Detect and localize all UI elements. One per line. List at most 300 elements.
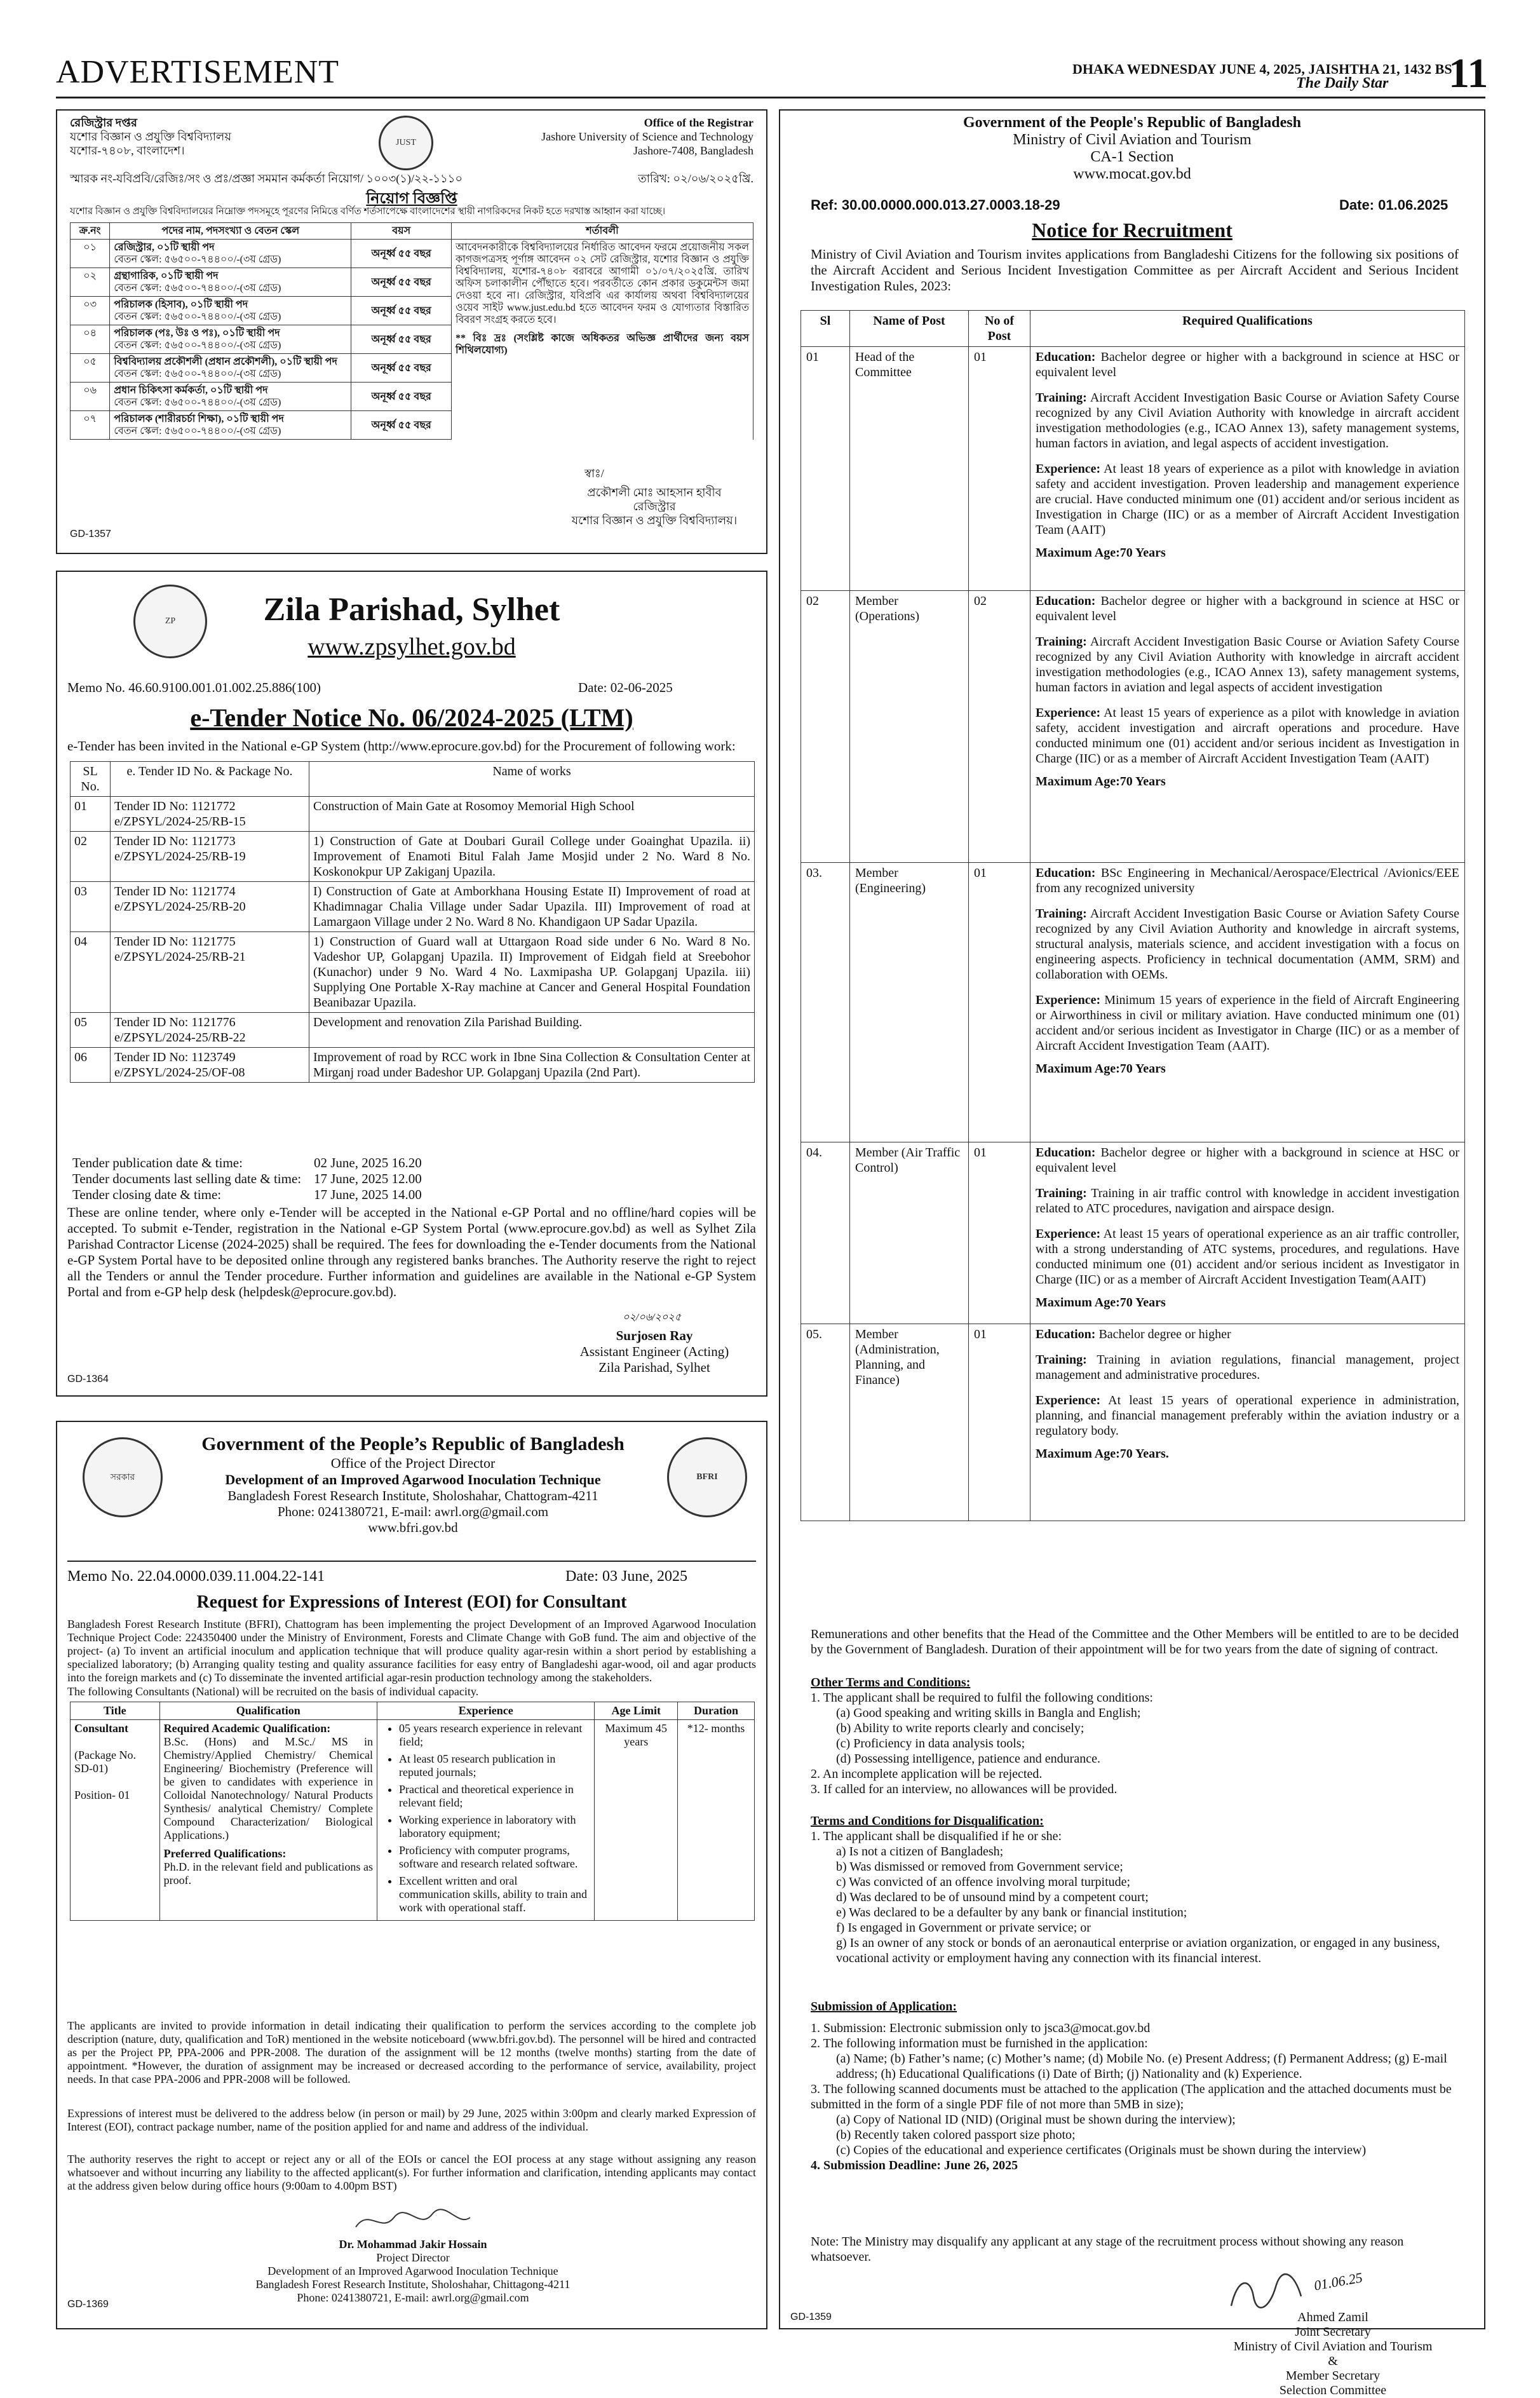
just-col-header: শর্তাবলী [451,223,753,240]
tender-cell [111,797,309,832]
row-number: 03. [801,863,850,1142]
qual-label: Experience: [1036,1393,1101,1407]
qual-label: Training: [1036,635,1087,649]
dateline: DHAKA WEDNESDAY JUNE 4, 2025, JAISHTHA 21, 1432 BS [1072,61,1452,77]
post-count: 01 [969,1324,1030,1521]
signer-institute: Bangladesh Forest Research Institute, Sholoshahar, Chittagong-4211 [255,2278,571,2291]
max-age: Maximum Age:70 Years [1036,546,1166,560]
other_terms-item: (b) Ability to write reports clearly and concisely; [836,1721,1084,1735]
mocat-title: Notice for Recruitment [1032,219,1233,241]
tender-date-row [72,1171,517,1187]
qual-experience [1036,1393,1459,1439]
qual-experience [1036,992,1459,1053]
tender-id: Tender ID No: 1121776 [114,1015,236,1029]
mocat-intro: Ministry of Civil Aviation and Tourism invites applications from Bangladeshi Citizens for the following six positions of the Aircraft Accident and Serious Incident Investigation Committee as per Aircraft Accident and Serious Incident Investigation Rules, 2023: [811,247,1459,294]
bfri-gov: Government of the People’s Republic of Bangladesh [201,1433,625,1454]
table-row [801,1142,1465,1324]
qual-label: Experience: [1036,706,1101,720]
bfri-url: www.bfri.gov.bd [368,1520,458,1535]
package-no: e/ZPSYL/2024-25/RB-15 [114,815,246,829]
post-name: Member (Administration, Planning, and Finance) [850,1324,969,1521]
signer-project: Development of an Improved Agarwood Inoculation Technique [267,2265,558,2277]
just-date: তারিখ: ০২/০৬/২০২৫খ্রি. [638,172,753,185]
qual-label: Experience: [1036,462,1101,476]
just-col-header: বয়স [351,223,452,240]
signer-name: Ahmed Zamil [1297,2310,1368,2324]
qual-text: Aircraft Accident Investigation Basic Course or Aviation Safety Course recognized by any Civil Aviation Authority with knowledge in aircraft accident investigation methodologies (e.g., ICAO Annex 13), safety management systems, human factors in aviation and legal aspects of accident investigation [1036,635,1459,694]
other_terms-item: (c) Proficiency in data analysis tools; [836,1737,1025,1751]
qual-text: Bachelor degree or higher with a background in science at HSC or equivalent level [1036,350,1460,379]
tender-date-row [72,1155,517,1171]
table-row [801,863,1465,1142]
table-row [801,591,1465,863]
table-row [71,797,755,832]
disq-item: c) Was convicted of an offence involving moral turpitude; [836,1875,1131,1889]
gd-code: GD-1359 [790,2312,832,2322]
row-number: 02 [71,832,111,882]
row-number: ০৪ [71,325,110,354]
mocat-submission [811,1999,1459,2173]
experience-item: • 05 years research experience in relevant field; [399,1722,590,1749]
tender-cell [111,1048,309,1083]
en-office-line: Jashore University of Science and Technology [541,130,753,143]
package-no: e/ZPSYL/2024-25/RB-20 [114,900,246,914]
signer-phone: Phone: 0241380721, E-mail: awrl.org@gmail.com [297,2291,529,2304]
max-age: Maximum Age:70 Years [1036,775,1166,789]
just-office-en [487,116,753,158]
just-office-bn [70,116,260,158]
bfri-intro2: The following Consultants (National) will be recruited on the basis of individual capacity. [67,1685,479,1698]
mocat-disq [811,1813,1459,1966]
age-cell: অনূর্ধ্ব ৫৫ বছর [351,411,452,440]
qual-text: Bachelor degree or higher [1098,1327,1231,1341]
bfri-logo: BFRI [667,1437,747,1517]
bfri-institute: Bangladesh Forest Research Institute, Sholoshahar, Chattogram-4211 [227,1488,598,1503]
mocat-section: CA-1 Section [1090,149,1174,165]
bn-office-line: রেজিস্ট্রার দপ্তর [70,116,137,129]
qual-label: Experience: [1036,1227,1101,1241]
tender-id: Tender ID No: 1121773 [114,834,236,848]
zila-memo: Memo No. 46.60.9100.001.01.002.25.886(100) [67,680,321,695]
post-name: পরিচালক (পঃ, উঃ ও পঃ), ০১টি স্থায়ী পদ [114,328,280,339]
qual-label: Training: [1036,1353,1087,1367]
mocat-table [800,310,1465,1521]
post-cell [110,268,351,297]
bfri-title: Request for Expressions of Interest (EOI) for Consultant [196,1592,627,1612]
qual-label: Education: [1036,866,1096,880]
qual-label: Training: [1036,907,1087,921]
disq-item: g) Is an owner of any stock or bonds of an aeronautical enterprise or aviation organization, or engaged in any business, vocational activity or employment having any connection with its financial interest. [836,1936,1440,1965]
conditions-text: আবেদনকারীকে বিশ্ববিদ্যালয়ের নির্ধারিত আবেদন ফরমে প্রয়োজনীয় সকল কাগজপত্রসহ পূর্ণাঙ্গ আবেদন ০২ সেট রেজিস্ট্রার, যশোর বিজ্ঞান ও প্রযুক্তি বিশ্ববিদ্যালয়, যশোর-৭৪০৮ বরাবরে আগামী ০১/০৭/২০২৫খ্রি. তারিখ অফিস চলাকালীন পৌঁছাতে হবে। পরবর্তীতে কোন প্রকার ডকুমেন্টস জমা দেওয়া হবে না। রেজিস্ট্রার, যবিপ্রবি এর কার্যালয় অথবা বিশ্ববিদ্যালয়ের ওয়েব সাইট www.just.edu.bd হতে আবেদন ফরম ও যোগ্যতার বিস্তারিত বিবরণ সংগ্রহ করতে হবে। [455,242,749,325]
just-memo: স্মারক নং-যবিপ্রবি/রেজিঃ/সং ও প্রঃ/প্রজ্ঞা সমমান কর্মকর্তা নিয়োগ/ ১০০৩(১)/২২-১১১০ [70,172,463,185]
page-number: 11 [1449,50,1489,97]
qual-education [1036,593,1459,624]
qual-training [1036,1186,1459,1216]
row-number: ০১ [71,240,110,268]
zila-table [70,761,755,1083]
date-label: Tender publication date & time: [72,1155,243,1170]
qual-text: Aircraft Accident Investigation Basic Course or Aviation Safety Course recognized by any Civil Aviation Authority with knowledge in aircraft accident investigation methodologies (e.g., ICAO Annex 13), safety management systems, human factors in aviation, and legal aspects of accident investigation. [1036,391,1459,450]
just-col-header: ক্র.নং [71,223,110,240]
signer-name: প্রকৌশলী মোঃ আহসান হাবীব [587,486,722,499]
row-number: 06 [71,1048,111,1083]
mocat-col-header: Sl [801,311,850,347]
age-cell: অনূর্ধ্ব ৫৫ বছর [351,383,452,411]
zila-intro: e-Tender has been invited in the National e-GP System (http://www.eprocure.gov.bd) for the Procurement of following work: [67,738,736,754]
qual-text: Training in air traffic control with knowledge in accident investigation related to ATC procedures, navigation and airspace design. [1036,1186,1459,1216]
post-count: 02 [969,591,1030,863]
qual-training [1036,906,1459,982]
max-age: Maximum Age:70 Years. [1036,1447,1169,1461]
table-row [71,240,753,268]
table-row [71,1048,755,1083]
signer-name: Dr. Mohammad Jakir Hossain [339,2238,487,2251]
bfri-req-head: Required Academic Qualification: [163,1722,331,1735]
bfri-rule [67,1561,756,1562]
bn-office-line: যশোর বিজ্ঞান ও প্রযুক্তি বিশ্ববিদ্যালয় [70,130,231,143]
bfri-memo: Memo No. 22.04.0000.039.11.004.22-141 [67,1568,325,1585]
mocat-col-header: Name of Post [850,311,969,347]
row-number: 04. [801,1142,850,1324]
pay-scale: বেতন স্কেল: ৫৬৫০০-৭৪৪০০/-(৩য় গ্রেড) [114,426,281,437]
post-cell [110,240,351,268]
work-name: Construction of Main Gate at Rosomoy Memorial High School [309,797,755,832]
zila-col-header: e. Tender ID No. & Package No. [111,762,309,797]
signer-org: Zila Parishad, Sylhet [598,1360,710,1375]
age-cell: অনূর্ধ্ব ৫৫ বছর [351,268,452,297]
bfri-date: Date: 03 June, 2025 [565,1568,687,1585]
row-number: ০৩ [71,297,110,325]
pay-scale: বেতন স্কেল: ৫৬৫০০-৭৪৪০০/-(৩য় গ্রেড) [114,254,281,265]
zila-signature-date: ০২/০৬/২০২৫ [623,1312,682,1323]
gd-code: GD-1369 [67,2299,109,2310]
tender-id: Tender ID No: 1121774 [114,884,236,898]
other_terms-item: 2. An incomplete application will be rejected. [811,1767,1043,1781]
mocat-date: Date: 01.06.2025 [1339,197,1449,213]
post-count: 01 [969,1142,1030,1324]
bfri-col-header: Title [71,1702,160,1720]
bn-office-line: যশোর-৭৪০৮, বাংলাদেশ। [70,144,185,157]
just-ad [56,109,767,554]
mocat-ad [779,109,1485,2397]
tender-id: Tender ID No: 1121775 [114,935,236,949]
age-cell: অনূর্ধ্ব ৫৫ বছর [351,325,452,354]
sub-item: (a) Copy of National ID (NID) (Original must be shown during the interview); [836,2113,1236,2127]
just-signer [553,485,756,527]
signer-amp: & [1328,2354,1338,2368]
zila-dates [72,1155,517,1203]
disq-item: d) Was declared to be of unsound mind by a competent court; [836,1890,1149,1904]
row-number: ০৭ [71,411,110,440]
conditions-cell [451,240,753,440]
qualification-cell [1030,591,1465,863]
other_terms-item: 1. The applicant shall be required to fulfil the following conditions: [811,1691,1153,1705]
work-name: 1) Construction of Gate at Doubari Gurail College under Goainghat Upazila. ii) Improvement of Enamoti Bitul Falah Jame Mosjid under 2 No. Ward 8 No. Koskonokpur UP Zakiganj Upazila. [309,832,755,882]
table-row [801,1324,1465,1521]
mocat-col-header: Required Qualifications [1030,311,1465,347]
other_terms-item: (d) Possessing intelligence, patience and endurance. [836,1752,1100,1766]
mocat-signer [1199,2310,1466,2398]
qual-experience [1036,461,1459,538]
row-number: 03 [71,882,111,932]
post-name: প্রধান চিকিৎসা কর্মকর্তা, ০১টি স্থায়ী পদ [114,385,268,396]
qual-text: At least 15 years of operational experience in administration, planning, and financial management preferably within the aviation industry or a regulatory body. [1036,1393,1459,1438]
row-number: ০২ [71,268,110,297]
signer-role: Member Secretary [1285,2369,1381,2383]
qual-label: Education: [1036,1146,1096,1160]
bfri-header [172,1433,654,1536]
other_terms-item: (a) Good speaking and writing skills in Bangla and English; [836,1706,1141,1720]
bfri-experience-list [381,1722,590,1914]
qual-text: Bachelor degree or higher with a background in science at HSC or equivalent level [1036,594,1460,623]
experience-item: • Excellent written and oral communication skills, ability to train and work with operational staff. [399,1874,590,1914]
qualification-cell [1030,1324,1465,1521]
disq-heading: Terms and Conditions for Disqualification: [811,1814,1044,1828]
tender-cell [111,882,309,932]
package-no: e/ZPSYL/2024-25/RB-21 [114,950,246,964]
post-name: বিশ্ববিদ্যালয় প্রকৌশলী (প্রধান প্রকৌশলী), ০১টি স্থায়ী পদ [114,356,337,367]
zila-col-header: Name of works [309,762,755,797]
work-name: 1) Construction of Guard wall at Uttargaon Road side under 6 No. Ward 8 No. Vadeshor UP, Golapganj Upazila. II) Improvement of Eidgah field at Sreebohor (Kunachor) under 9 No. Ward 4 No. Laxmipasha UP. Golapganj Upazila. iii) Supplying One Portable X-Ray machine at Cancer and General Hospital Foundation Beanibazar Upazila. [309,932,755,1013]
bfri-duration: *12- months [678,1720,755,1921]
table-row [71,932,755,1013]
table-row [801,347,1465,591]
zila-col-header: SL No. [71,762,111,797]
pay-scale: বেতন স্কেল: ৫৬৫০০-৭৪৪০০/-(৩য় গ্রেড) [114,283,281,294]
bfri-para1: The applicants are invited to provide information in detail indicating their qualification to perform the services according to the complete job description (nature, duty, qualification and ToR) mentioned in the website noticeboard (www.bfri.gov.bd). The personnel will be hired and contracted as per the Project PP, PPA-2006 and PPR-2008. The duration of the assignment will be 12 months (twelve months) starting from the date of appointment. *However, the duration of assignment may be increased or decreased according to the performance of service, availability, project needs. In that case PPA-2006 and PPR-2008 will be followed. [67,2019,756,2085]
mocat-col-header: No of Post [969,311,1030,347]
sub-item: (a) Name; (b) Father’s name; (c) Mother’s name; (d) Mobile No. (e) Present Address; (f) Permanent Address; (g) E-mail address; (h) Educational Qualifications (i) Date of Birth; (j) Nationality and (k) Experience. [836,2052,1447,2081]
bfri-req-body: B.Sc. (Hons) and M.Sc./ MS in Chemistry/Applied Chemistry/ Chemical Engineering/ Biochemistry (Preference will be given to candidates with experience in Colloidal Nanotechnology/ Natural Products Synthesis/ analytical Chemistry/ Complete Compound Characterization/ Biological Applications.) [163,1735,373,1841]
table-row [71,1013,755,1048]
bfri-para3: The authority reserves the right to accept or reject any or all of the EOIs or cancel the EOI process at any stage without assigning any reason whatsoever and without incurring any liability to the affected applicant(s). For further information and clarification, intending applicants may contact at the address given below during office hours (9:00am to 4.00pm BST) [67,2153,756,2192]
date-value: 02 June, 2025 16.20 [314,1155,422,1170]
qual-text: Training in aviation regulations, financial management, project management and administrative procedures. [1036,1353,1460,1382]
post-name: Member (Engineering) [850,863,969,1142]
zila-logo: ZP [133,585,207,658]
date-label: Tender documents last selling date & time: [72,1171,302,1186]
bfri-age: Maximum 45 years [595,1720,678,1921]
qual-education [1036,865,1459,896]
zila-title: Zila Parishad, Sylhet [263,592,560,628]
mocat-gov: Government of the People's Republic of Bangladesh [963,114,1301,131]
qualification-cell [1030,1142,1465,1324]
qual-education [1036,1327,1459,1342]
just-sign-mark: স্বাঃ/ [584,467,604,480]
bfri-signer [248,2238,578,2305]
qual-text: At least 15 years of experience as a pilot with knowledge in aviation safety, accident investigation and aircraft operations and procedure. Have conducted minimum one (01) accident and/or serious incident as Investigation in Charge (IIC) or as a member of Aircraft Accident Investigation Team (AAIT) [1036,706,1459,766]
just-table [70,222,753,440]
post-cell [110,383,351,411]
qual-education [1036,349,1459,380]
bfri-col-header: Qualification [159,1702,377,1720]
bfri-row-package: (Package No. SD-01) [74,1749,136,1775]
qualification-cell [1030,863,1465,1142]
qual-training [1036,1352,1459,1383]
zila-body-text: These are online tender, where only e-Tender will be accepted in the National e-GP Portal and no offline/hard copies will be accepted. To submit e-Tender, registration in the National e-GP System Portal (www.eprocure.gov.bd) as well as Sylhet Zila Parishad Contractor License (2024-2025) shall be required. The fees for downloading the e-Tender documents from the National e-GP System Portal have to be deposited online through any registered banks branches. The Authority reserve the right to reject all the Tenders or annul the Tender procedure. Further information and guidelines are available in the National e-GP System Portal and from e-GP help desk (helpdesk@eprocure.gov.bd). [67,1205,756,1299]
mocat-note: Note: The Ministry may disqualify any applicant at any stage of the recruitment process without showing any reason whatsoever. [811,2235,1404,2264]
bfri-signature [349,2205,476,2237]
qual-text: Minimum 15 years of experience in the field of Aircraft Engineering or Airworthiness in civil or military aviation. Have conducted minimum one (01) accident and/or serious incident as Investigator in Charge (IIC) or as a member of Aircraft Accident Investigation Team (AAIT). [1036,993,1460,1053]
submission-heading: Submission of Application: [811,2000,957,2014]
date-value: 17 June, 2025 14.00 [314,1187,422,1202]
tender-cell [111,1013,309,1048]
bfri-para2: Expressions of interest must be delivered to the address below (in person or mail) by 29 June, 2025 within 3:00pm and clearly marked Expression of Interest (EOI), contract package number, name of the position applied for and name and address of the individual. [67,2107,756,2133]
en-office-line: Office of the Registrar [644,116,753,129]
row-number: 02 [801,591,850,863]
qual-training [1036,634,1459,695]
post-name: রেজিস্ট্রার, ০১টি স্থায়ী পদ [114,242,215,253]
qual-text: Bachelor degree or higher with a background in science at HSC or equivalent level [1036,1146,1460,1175]
other_terms-item: 3. If called for an interview, no allowances will be provided. [811,1782,1118,1796]
zila-notice-title: e-Tender Notice No. 06/2024-2025 (LTM) [190,703,633,732]
just-title: নিয়োগ বিজ্ঞপ্তি [366,191,457,207]
paper-name: The Daily Star [1296,75,1389,91]
qual-text: BSc Engineering in Mechanical/Aerospace/Electrical /Avionics/EEE from any recognized university [1036,866,1459,895]
zila-ad [56,571,767,1397]
experience-item: • Practical and theoretical experience in relevant field; [399,1783,590,1810]
qualification-cell [1030,347,1465,591]
row-number: 04 [71,932,111,1013]
post-name: পরিচালক (শারীরচর্চা শিক্ষা), ০১টি স্থায়ী পদ [114,414,284,424]
signer-title: Assistant Engineer (Acting) [579,1344,729,1359]
gov-seal: সরকার [83,1437,163,1517]
tender-date-row [72,1187,517,1203]
bfri-col-header: Experience [377,1702,594,1720]
bfri-col-header: Age Limit [595,1702,678,1720]
mocat-ministry: Ministry of Civil Aviation and Tourism [1013,132,1252,148]
qual-label: Training: [1036,1186,1087,1200]
age-cell: অনূর্ধ্ব ৫৫ বছর [351,240,452,268]
sub-item: 2. The following information must be furnished in the application: [811,2036,1148,2050]
qual-label: Education: [1036,350,1096,364]
bfri-intro: Bangladesh Forest Research Institute (BFRI), Chattogram has been implementing the project Development of an Improved Agarwood Inoculation Technique Project Code: 224350400 under the Ministry of Environment, Forests and Climate Change with GoB fund. The aim and objective of the project- (a) To invent an artificial inoculum and application technique that will produce quality agar-resin within a short period by establishing a specialized laboratory; (b) Arranging quality testing and quality assurance facilities for easy entry of Bangladeshi agar-wood, oil and agar products into the foreign markets and (c) To disseminate the invented artificial agar-resin production technology among the stakeholders. [67,1618,756,1684]
mocat-sign-date: 01.06.25 [1313,2269,1364,2294]
qual-training [1036,390,1459,451]
zila-url: www.zpsylhet.gov.bd [307,633,516,660]
post-name: Member (Air Traffic Control) [850,1142,969,1324]
row-number: 01 [71,797,111,832]
table-row [71,882,755,932]
zila-date: Date: 02-06-2025 [578,680,673,695]
experience-item: • At least 05 research publication in reputed journals; [399,1752,590,1779]
qual-text: At least 18 years of experience as a pilot with knowledge in aviation safety and accident investigation. Proven leadership and management experience are crucial. Have conducted minimum one (01) accident and/or serious incident as Investigation in Charge (IIC) or as a member of Aircraft Accident Investigation Team (AAIT) [1036,462,1459,537]
bfri-pref-body: Ph.D. in the relevant field and publications as proof. [163,1860,373,1887]
max-age: Maximum Age:70 Years [1036,1062,1166,1076]
qual-label: Education: [1036,1327,1096,1341]
max-age: Maximum Age:70 Years [1036,1296,1166,1310]
just-intro: যশোর বিজ্ঞান ও প্রযুক্তি বিশ্ববিদ্যালয়ের নিম্নোক্ত পদসমূহে পূরণের নিমিত্তে বর্ণিত শর্তসাপেক্ষে বাংলাদেশের স্থায়ী নাগরিকদের নিকট হতে দরখাস্ত আহ্বান করা যাচ্ছে। [70,207,666,217]
bfri-pref-head: Preferred Qualifications: [163,1847,287,1860]
row-number: 05 [71,1013,111,1048]
just-logo: JUST [379,116,433,170]
just-col-header: পদের নাম, পদসংখ্যা ও বেতন স্কেল [110,223,351,240]
age-cell: অনূর্ধ্ব ৫৫ বছর [351,297,452,325]
mocat-ref: Ref: 30.00.0000.000.013.27.0003.18-29 [811,197,1060,213]
mocat-remuneration: Remunerations and other benefits that the Head of the Committee and the Other Members will be entitled to are to be decided by the Government of Bangladesh. Duration of their appointment will be for two years from the date of signing of contract. [811,1627,1459,1656]
signer-org: যশোর বিজ্ঞান ও প্রযুক্তি বিশ্ববিদ্যালয়। [571,514,738,527]
post-count: 01 [969,863,1030,1142]
package-no: e/ZPSYL/2024-25/OF-08 [114,1066,245,1080]
qual-label: Training: [1036,391,1087,405]
mocat-url: www.mocat.gov.bd [1073,166,1191,182]
section-title: ADVERTISEMENT [56,54,340,90]
work-name: Improvement of road by RCC work in Ibne Sina Collection & Consultation Center at Mirganj road under Badeshor UP. Golapganj Upazila (2nd Part). [309,1048,755,1083]
work-name: I) Construction of Gate at Amborkhana Housing Estate II) Improvement of road at Khadimnagar Chalia Village under Sadar Upazila. III) Improvement of road at Lamargaon Village under 2 No. Ward 8 No. Khandigaon UP Sadar Upazila. [309,882,755,932]
signer-org: Ministry of Civil Aviation and Tourism [1233,2340,1433,2354]
post-name: Head of the Committee [850,347,969,591]
work-name: Development and renovation Zila Parishad Building. [309,1013,755,1048]
sub-item: 1. Submission: Electronic submission only to jsca3@mocat.gov.bd [811,2021,1151,2035]
masthead-rule [56,97,1485,98]
qual-experience [1036,705,1459,766]
bfri-phone: Phone: 0241380721, E-mail: awrl.org@gmail.com [277,1504,549,1519]
signer-role: Selection Committee [1279,2383,1387,2397]
post-cell [110,297,351,325]
post-count: 01 [969,347,1030,591]
signer-title: Project Director [376,2251,450,2264]
tender-cell [111,932,309,1013]
tender-cell [111,832,309,882]
sub-item: (c) Copies of the educational and experience certificates (Originals must be shown during the interview) [836,2143,1367,2157]
disq-item: 1. The applicant shall be disqualified if he or she: [811,1829,1062,1843]
post-cell [110,325,351,354]
sub-item: (b) Recently taken colored passport size photo; [836,2128,1076,2142]
tender-id: Tender ID No: 1123749 [114,1050,236,1064]
sub-item: 3. The following scanned documents must be attached to the application (The application and the attached documents must be submitted in the form of a single PDF file of not more than 5MB in size); [811,2082,1452,2111]
gd-code: GD-1364 [67,1374,109,1385]
disq-item: e) Was declared to be a defaulter by any bank or financial institution; [836,1906,1187,1920]
bfri-col-header: Duration [678,1702,755,1720]
qual-text: Aircraft Accident Investigation Basic Course or Aviation Safety Course recognized by any Civil Aviation Authority and knowledge in aircraft systems, structural analysis, materials science, and accident investigation with a focus on engineering aspects. Proficiency in technical documentation (AMM, SRM) and collaboration with OEMs. [1036,907,1459,982]
bfri-office: Office of the Project Director [330,1455,496,1471]
post-cell [110,354,351,383]
post-name: Member (Operations) [850,591,969,863]
disq-item: a) Is not a citizen of Bangladesh; [836,1845,1004,1859]
conditions-note: ** বিঃ দ্রঃ (সংশ্লিষ্ট কাজে অধিকতর অভিজ্ঞ প্রার্থীদের জন্য বয়স শিথিলযোগ্য) [455,333,749,356]
pay-scale: বেতন স্কেল: ৫৬৫০০-৭৪৪০০/-(৩য় গ্রেড) [114,311,281,322]
qual-education [1036,1145,1459,1175]
en-office-line: Jashore-7408, Bangladesh [633,144,753,157]
post-name: পরিচালক (হিসাব), ০১টি স্থায়ী পদ [114,299,248,310]
signer-title: রেজিস্ট্রার [633,500,676,513]
mocat-header [780,114,1484,183]
package-no: e/ZPSYL/2024-25/RB-19 [114,850,246,864]
pay-scale: বেতন স্কেল: ৫৬৫০০-৭৪৪০০/-(৩য় গ্রেড) [114,369,281,379]
experience-item: • Working experience in laboratory with laboratory equipment; [399,1813,590,1840]
post-name: গ্রন্থাগারিক, ০১টি স্থায়ী পদ [114,271,219,281]
qual-label: Experience: [1036,993,1101,1007]
disq-item: b) Was dismissed or removed from Government service; [836,1860,1123,1874]
qual-text: At least 15 years of operational experience as an air traffic controller, with a strong understanding of ATC systems, procedures, and regulations. Have conducted minimum one (01) accident and/or serious incident as Investigator in Charge (IIC) or as a member of Aircraft Accident Investigation Team(AAIT) [1036,1227,1459,1287]
experience-item: • Proficiency with computer programs, software and research related software. [399,1844,590,1871]
sub-item: 4. Submission Deadline: June 26, 2025 [811,2158,1018,2172]
bfri-row [71,1720,755,1921]
signer-name: Surjosen Ray [616,1328,693,1343]
zila-signer [553,1328,756,1376]
row-number: 01 [801,347,850,591]
bfri-row-title: Consultant [74,1722,129,1735]
other-terms-heading: Other Terms and Conditions: [811,1676,971,1690]
qual-experience [1036,1226,1459,1287]
row-number: ০৫ [71,354,110,383]
row-number: 05. [801,1324,850,1521]
date-label: Tender closing date & time: [72,1187,222,1202]
pay-scale: বেতন স্কেল: ৫৬৫০০-৭৪৪০০/-(৩য় গ্রেড) [114,397,281,408]
disq-item: f) Is engaged in Government or private service; or [836,1921,1091,1935]
age-cell: অনূর্ধ্ব ৫৫ বছর [351,354,452,383]
mocat-other-terms [811,1675,1459,1797]
